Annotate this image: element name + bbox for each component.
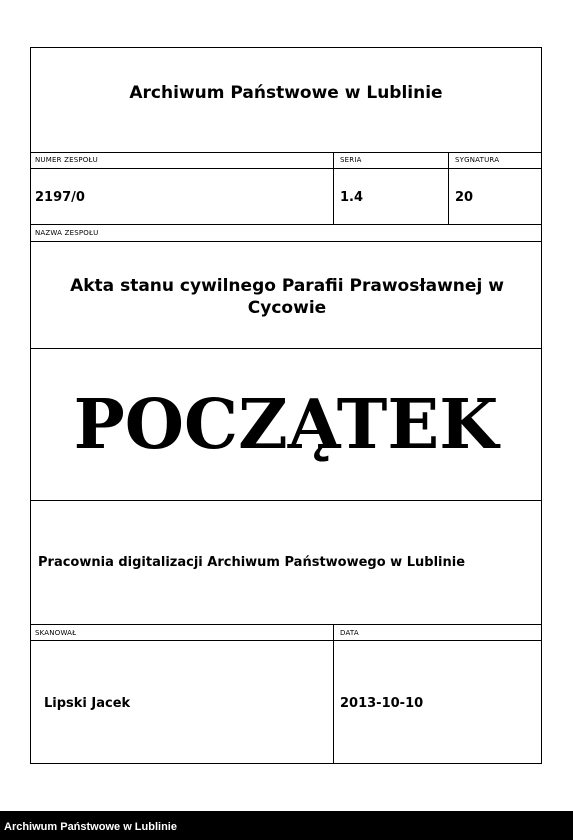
archive-target-sheet [30, 47, 542, 764]
digitization-lab-name: Pracownia digitalizacji Archiwum Państwowego w Lublinie [38, 555, 466, 570]
divider [31, 348, 541, 349]
divider [31, 224, 541, 225]
fonds-name-label: NAZWA ZESPOŁU [35, 229, 99, 237]
scanned-by-label: SKANOWAŁ [35, 629, 77, 637]
fonds-number-value: 2197/0 [35, 190, 85, 205]
column-divider [333, 152, 334, 224]
start-marker: POCZĄTEK [73, 385, 499, 465]
column-divider [333, 624, 334, 764]
divider [31, 152, 541, 153]
footer-bar [0, 811, 573, 840]
column-divider [448, 152, 449, 224]
series-label: SERIA [340, 156, 362, 164]
divider [31, 500, 541, 501]
divider [31, 241, 541, 242]
series-value: 1.4 [340, 190, 364, 205]
scanned-by-value: Lipski Jacek [44, 696, 131, 711]
fonds-name-value: Akta stanu cywilnego Parafii Prawosławnej w Cycowie [70, 276, 504, 318]
signature-label: SYGNATURA [455, 156, 500, 164]
divider [31, 640, 541, 641]
footer-archive-name: Archiwum Państwowe w Lublinie [4, 821, 177, 833]
divider [31, 168, 541, 169]
archive-title: Archiwum Państwowe w Lublinie [129, 83, 443, 103]
signature-value: 20 [455, 190, 474, 205]
date-label: DATA [340, 629, 359, 637]
fonds-number-label: NUMER ZESPOŁU [35, 156, 98, 164]
scan-date-value: 2013-10-10 [340, 696, 424, 711]
divider [31, 624, 541, 625]
